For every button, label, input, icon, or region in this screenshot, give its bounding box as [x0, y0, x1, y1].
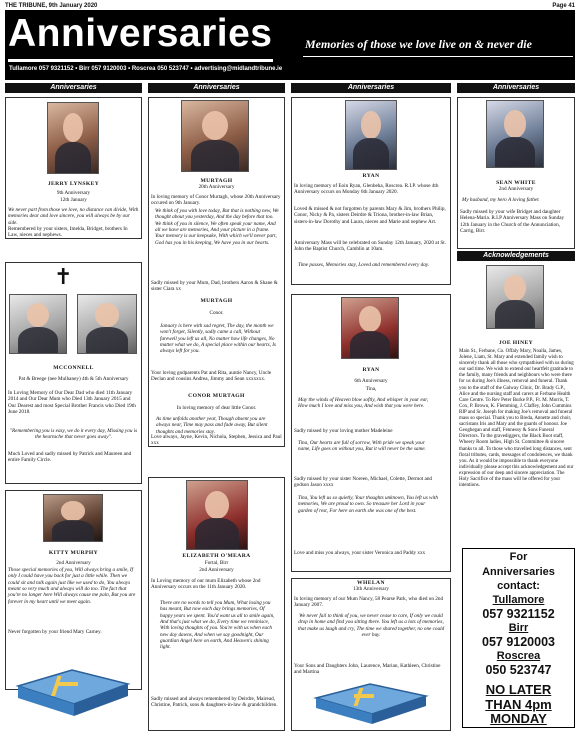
ad-phone-tullamore: 057 9321152 [482, 606, 555, 621]
photo-murtagh-1 [181, 100, 249, 172]
ryan2-footer3: Love and miss you always, your sister Veronica and Paddy xxx [294, 550, 426, 556]
masthead-tagline: Memories of those we love live on & never die [305, 37, 532, 51]
lynskey-poem: We never part from those we love, no distance can divide, With memories dear and love sincere, you will always be by our side. [8, 207, 139, 226]
ad-deadline-3: MONDAY [490, 711, 547, 727]
name-kitty: KITTY MURPHY [48, 550, 99, 556]
mcconnell-intro: Pat & Breege (nee Mulhaney) 4th & 5th Anniversary [18, 376, 129, 382]
ad-line-for: For [509, 551, 528, 563]
kitty-line1: 2nd Anniversary [56, 560, 91, 566]
whelan-line1: 13th Anniversary [353, 586, 389, 592]
white-line1: 2nd Anniversary [498, 186, 534, 192]
title-underline [8, 59, 273, 62]
whelan-intro: In loving memory of our Mum Nancy, 58 Pearse Park, who died on 2nd January 2007. [294, 596, 444, 609]
ad-phone-roscrea: 050 523747 [485, 662, 552, 677]
column-header: Anniversaries [291, 83, 451, 93]
omeara-intro: In Loving memory of our mum Elizabeth whose 2nd Anniversary occurs on the 11th January 2020. [151, 578, 261, 591]
omeara-line1: Fortal, Birr [204, 560, 229, 566]
omeara-line2: 2nd Anniversary [199, 567, 234, 573]
ryan1-poem: Time passes, Memories stay, Loved and remembered every day. [298, 262, 430, 268]
paper-date: THE TRIBUNE, 9th January 2020 [5, 3, 98, 9]
ryan2-line1: 6th Anniversary [354, 378, 388, 384]
ryan2-footer1: Sadly missed by your loving mother Madeleine [294, 428, 393, 434]
name-omeara: ELIZABETH O'MEARA [182, 553, 251, 559]
name-joe-hiney: JOE HINEY [498, 340, 534, 346]
photo-sean-white [486, 100, 544, 168]
bible-icon [310, 680, 430, 730]
photo-pat [9, 294, 67, 354]
murtagh1-footer: Sadly missed by your Mum, Dad, brothers Aaron & Shane & sister Ciara xx [151, 280, 278, 293]
murtagh3-intro: In loving memory of dear little Conor. [176, 405, 257, 411]
murtagh3-poem: As time unfolds another year, Though absent you are always near, Time may pass and fade away, But silent thoughts and memories stay. [156, 416, 268, 435]
column-header: Anniversaries [457, 83, 575, 93]
ryan2-poem2: Tina, Our hearts are full of sorrow, With pride we speak your name, Life goes on without you, But it will never be the same. [298, 440, 426, 453]
lynskey-line2: 12th January [60, 197, 87, 203]
masthead-title: Anniversaries [8, 12, 273, 55]
ad-line-contact: contact: [497, 580, 540, 593]
murtagh2-sub: Conor. [209, 310, 224, 316]
ryan1-intro: In loving memory of Eoin Ryan, Glenbeha, Roscrea. R.I.P. whose 4th Anniversary occurs on Monday 6th January 2020. [294, 183, 439, 196]
lynskey-footer: Remembered by your sisters, Imelda, Bridget, brothers In Law, nieces and nephews. [8, 226, 128, 239]
name-mcconnell: MCCONNELL [53, 365, 94, 371]
name-sean-white: SEAN WHITE [496, 180, 536, 186]
masthead [5, 10, 575, 80]
white-text: Sadly missed by your wife Bridget and daughter Helena-Maria. R.I.P Anniversary Mass on Sunday 12th January in the Church of the Annunciation, Carrig, Birr. [460, 209, 565, 235]
lynskey-line1: 9th Anniversary [56, 190, 91, 196]
cross-icon: ✝ [54, 264, 73, 289]
ad-town-roscrea: Roscrea [496, 649, 541, 662]
kitty-poem: Those special memories of you, Will always bring a smile, If only I could have you back for just a little while. Then we could sit and talk again just like we used to do, You always meant so very much and always will do too. The fact that you're no longer here Will always cause me pain, But you are forever in my heart until we meet again. [8, 567, 136, 605]
mcconnell-text: In Loving Memory of Our Dear Dad who died 11th January 2014 and Our Dear Mum who Died 13th January 2015 and Our Dearest and most Special Brother Francis who Died 19th June 2018. [8, 390, 136, 416]
whelan-poem: We never fail to think of you, we never cease to care, If only we could drop in home and find you sitting there. You left us a lots of memories, that make us laugh and cry, The time we shared together, no one could ever buy. [297, 613, 445, 639]
ad-deadline-2: THAN 4pm [485, 696, 552, 712]
ryan2-poem: May the winds of Heaven blow softly, And whisper in your ear, How much I love and miss you, And wish that you were here. [298, 397, 429, 410]
hiney-text: Main St., Ferbane, Co. Offaly Mary, Noalla, James, Jolene, Liam, St. Mary and extended family wish to sincerely thank all those who sympathised with us during our sad time. We wish to extend our heartfelt gratitude to the family, many friends and neighbours who were there for us during Joe's illness, removal and funeral. Thank you to the staff of the Galway Clinic, Dr. Brady G.P., Alice and the nursing staff and carers at Ferbane Health Care Centre. To Rev Peter Burke P.P., Fr. M. Morris, T. Cox, P. Brown, K. Flemming, J. Claffey, John Cummins RIP and Sr. Joseph for making Joe's removal and funeral mass so special. Thank you to Breda, Annette and choir, sacristans Iris and Mary and the guards of honour. Joe Geoghegan and staff, Fennessy & Sons Funeral Directors. To the gravediggers, the Black Boot staff, Wheery Room ladies, High St. Committee & sincere thanks to all. To those who travelled long distances, sent floral tributes, cards, messages of condolences, we thank you. As it would be impossible to thank everyone individually please accept this acknowledgement and our expression of our deep and sincere appreciation. The Holy Sacrifice of the mass will be offered for your intentions. [459, 349, 574, 489]
column-header: Anniversaries [5, 83, 142, 93]
contact-ad [462, 548, 575, 728]
mcconnell-poem: "Remembering you is easy, we do it every day, Missing you is the heartache that never goes away". [9, 428, 138, 441]
photo-kitty [43, 494, 103, 542]
murtagh1-line1: 20th Anniversary [198, 184, 235, 190]
murtagh1-poem: We think of you with love today, But that is nothing new, We thought about you yesterday, And the day before that too. We think of you in silence, We often speak your name, And all we have are memories, And your picture in a frame. Your memory is our keepsake, With which we'll never part, God has you in his keeping, We have you in our hearts. [155, 208, 279, 246]
ad-town-tullamore: Tullamore [492, 593, 545, 606]
whelan-footer: Your Sons and Daughters John, Laurence, Marian, Kathleen, Christine and Martina [294, 663, 441, 676]
murtagh1-intro: In loving memory of Conor Murtagh, whose 20th Anniversary occured on 9th January. [151, 194, 281, 207]
page-number: Page 41 [552, 3, 575, 9]
tagline-rule [303, 56, 573, 57]
mcconnell-footer: Much Loved and sadly missed by Patrick and Maureen and entire Family Circle. [8, 451, 132, 464]
name-ryan-1: RYAN [362, 173, 380, 179]
column-header: Anniversaries [148, 83, 285, 93]
name-ryan-2: RYAN [362, 367, 380, 373]
kitty-footer: Never forgotten by your friend Mary Carney. [8, 629, 102, 635]
photo-lynskey [47, 102, 99, 174]
photo-omeara [186, 480, 248, 550]
name-murtagh-2: MURTAGH [200, 298, 233, 304]
omeara-footer: Sadly missed and always remembered by Deirdre, Mairead, Christine, Patrick, sons & daughters-in-law & grandchildren. [151, 696, 278, 709]
ad-phone-birr: 057 9120003 [482, 634, 555, 649]
name-whelan: WHELAN [357, 580, 385, 586]
murtagh3-footer: Love always, Jayne, Kevin, Nichola, Stephen, Jessica and Paul xxx [151, 434, 282, 447]
ryan2-line2: Tina, [365, 386, 377, 392]
name-lynskey: JERRY LYNSKEY [47, 181, 100, 187]
name-conor-murtagh: CONOR MURTAGH [188, 393, 245, 399]
name-murtagh-1: MURTAGH [200, 178, 233, 184]
ryan1-text: Loved & missed & not forgotten by parents Mary & Jim, brothers Philip, Conor, Nicky & Pa, sisters Deirdre & Triona, brother-in-law Brian, sisters-in-law Dorothy and Laura, nieces and Marie and nephew Art. [294, 206, 446, 225]
white-poem: My husband, my hero A loving father. [462, 197, 540, 203]
omeara-poem: There are no words to tell you Mum, What losing you has meant, But now each day brings memories, Of happy years we spent. You'd want us all to smile again, And that's just what we do, Every time we reminisce, With loving thoughts of you. You're with us when each new day dawns, And when we say goodnight, Our guardian Angel here on earth, And Heaven's shining light. [160, 600, 275, 651]
murtagh2-footer: Your loving godparents Pat and Rita, auntie Nancy, Uncle Declan and cousins Andrea, Jimmy and Sean xxxxxxx. [151, 370, 272, 383]
photo-joe-hiney [486, 265, 544, 329]
ryan2-footer2: Sadly missed by your sister Noreen, Michael, Colette, Dermot and godson Jason xxxx [294, 476, 433, 489]
ad-line-anniversaries: Anniversaries [482, 565, 555, 578]
photo-ryan-eoin [345, 100, 397, 170]
masthead-contact: Tullamore 057 9321152 • Birr 057 9120003 • Roscrea 050 523747 • advertising@midlandtribune.ie [9, 66, 283, 72]
photo-breege [77, 294, 137, 354]
bible-icon [12, 650, 132, 726]
ad-town-birr: Birr [508, 621, 529, 634]
murtagh2-poem: January is here with sad regret, The day, the month we won't forget, Silently, sadly came a call, Without farewell you left us all, No matter how life changes, No matter what we do, A special place within our hearts, Is always left for you. [160, 323, 276, 355]
ryan2-poem3: Tina, You left us so quietly, Your thoughts unknown, You left us with memories, We are proud to own. So treasure her Lord in your garden of rest, For here on earth she was one of the best. [298, 495, 438, 514]
ryan1-mass: Anniversary Mass will be celebrated on Sunday 12th January, 2020 at St. John the Baptist Church, Camblin at 10am. [294, 240, 446, 253]
ad-deadline-1: NO LATER [485, 681, 552, 697]
photo-ryan-tina [341, 297, 399, 359]
acknowledgements-header: Acknowledgements [457, 251, 575, 261]
